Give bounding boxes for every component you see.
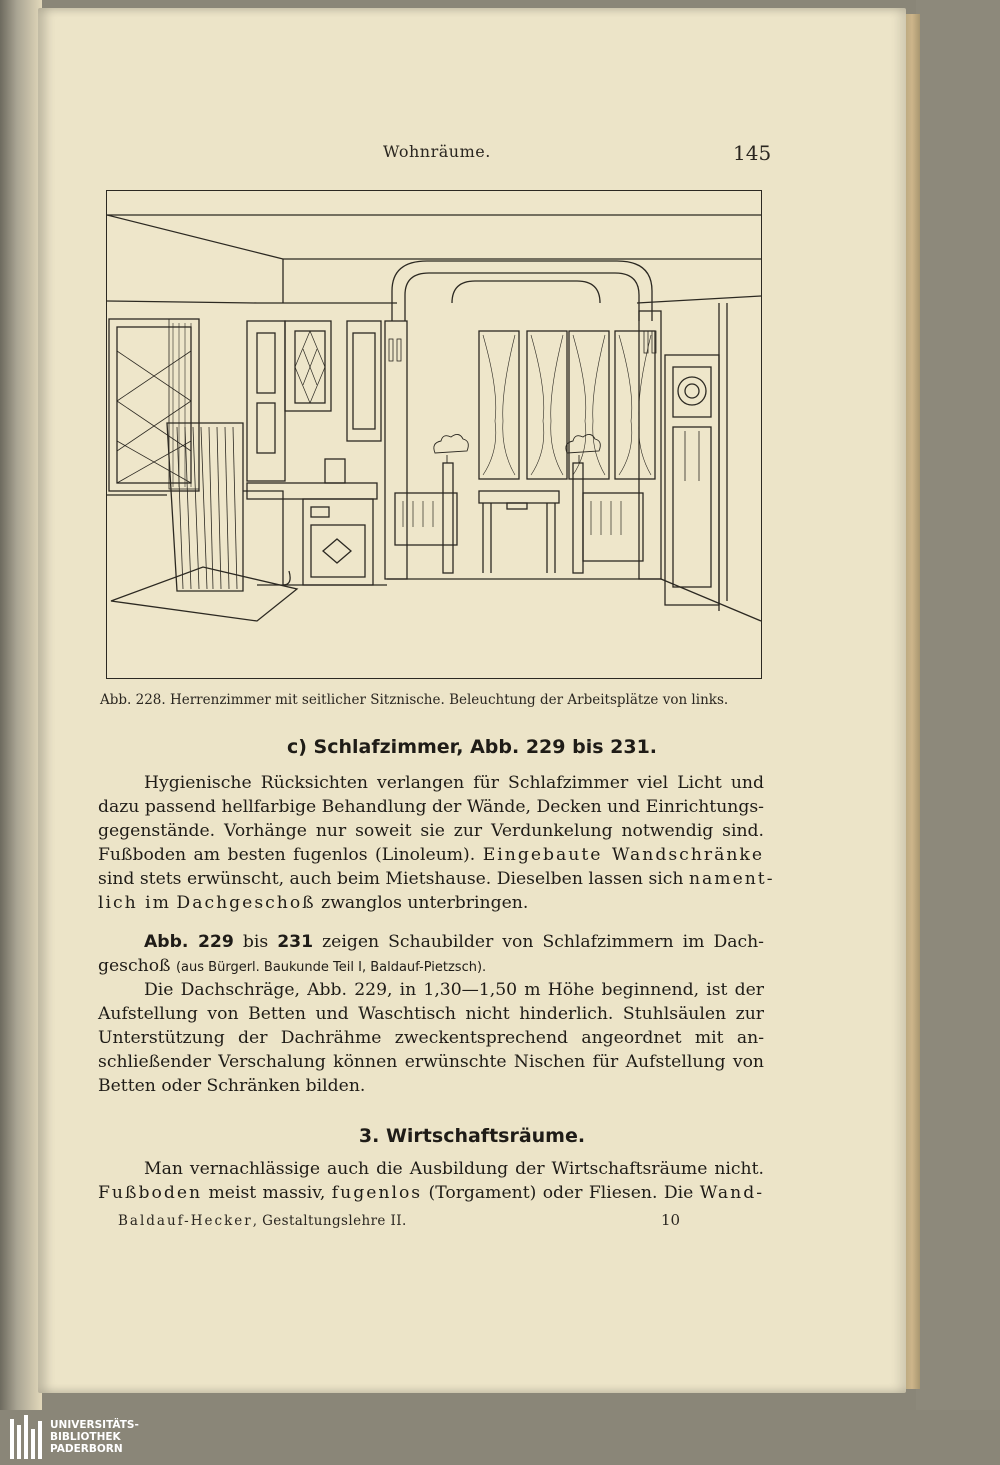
- room-drawing: [107, 191, 761, 678]
- text-line: [98, 867, 775, 891]
- running-title: Wohnräume.: [383, 142, 491, 161]
- figure-reference: Abb. 229: [144, 932, 234, 952]
- paragraph-figure-references: [98, 930, 764, 980]
- text-segment: sind stets erwünscht, auch beim Mietshause. Dieselben lassen sich: [98, 869, 684, 890]
- text-line: [98, 843, 764, 867]
- footer-authors: Baldauf-Hecker: [118, 1213, 253, 1229]
- emphasis-text: fugenlos: [331, 1183, 423, 1204]
- footer-title: , Gestaltungslehre II.: [252, 1213, 407, 1229]
- figure-illustration: [106, 190, 762, 679]
- emphasis-text: Wand-: [699, 1183, 765, 1204]
- text-line: Hygienische Rücksichten verlangen für Schlafzimmer viel Licht und: [144, 773, 764, 793]
- signature-mark: 10: [661, 1211, 681, 1229]
- emphasis-text: Dachgeschoß: [176, 893, 316, 914]
- library-name-line: PADERBORN: [50, 1443, 123, 1455]
- text-line: Man vernachlässige auch die Ausbildung der Wirtschaftsräume nicht.: [144, 1159, 764, 1179]
- text-line: Aufstellung von Betten und Waschtisch nicht hinderlich. Stuhlsäulen zur: [98, 1004, 764, 1025]
- page-edge: [904, 14, 920, 1389]
- library-name-line: BIBLIOTHEK: [50, 1431, 121, 1443]
- scan-background: [916, 0, 1000, 1410]
- emphasis-text: Eingebaute Wandschränke: [482, 845, 765, 866]
- emphasis-text: lich im: [98, 893, 171, 914]
- text-line: [98, 954, 764, 980]
- text-segment: Fußboden am besten fugenlos (Linoleum).: [98, 845, 476, 866]
- text-line: [98, 1181, 764, 1205]
- section-heading-wirtschaftsraeume: 3. Wirtschaftsräume.: [358, 1125, 586, 1147]
- text-line: [98, 891, 764, 915]
- figure-reference: 231: [277, 932, 314, 952]
- library-logo-mark: [10, 1415, 42, 1459]
- emphasis-text: nament-: [688, 869, 775, 890]
- source-note: (aus Bürgerl. Baukunde Teil I, Baldauf-Pietzsch).: [175, 960, 487, 976]
- library-logo: [10, 1415, 139, 1459]
- book-spine: [0, 0, 42, 1410]
- paragraph-dachschraege: [98, 978, 764, 1098]
- page-number: 145: [733, 141, 772, 165]
- text-segment: zwanglos unterbringen.: [321, 893, 529, 914]
- section-heading-schlafzimmer: c) Schlafzimmer, Abb. 229 bis 231.: [286, 736, 658, 758]
- text-line: Die Dachschräge, Abb. 229, in 1,30—1,50 m Höhe beginnend, ist der: [144, 980, 764, 1000]
- paragraph-schlafzimmer-intro: [98, 771, 775, 916]
- text-line: dazu passend hellfarbige Behandlung der Wände, Decken und Einrichtungs-: [98, 797, 764, 818]
- text-line: Unterstützung der Dachrähme zweckentsprechend angeordnet mit an-: [98, 1028, 764, 1049]
- paragraph-wirtschaftsraeume: [98, 1157, 764, 1205]
- text-segment: (Torgament) oder Fliesen. Die: [422, 1183, 700, 1204]
- emphasis-text: Fußboden: [98, 1183, 203, 1204]
- library-logo-text: [50, 1419, 139, 1455]
- text-segment: bis: [233, 932, 278, 952]
- text-line: gegenstände. Vorhänge nur soweit sie zur Verdunkelung notwendig sind.: [98, 821, 764, 842]
- text-segment: zeigen Schaubilder von Schlafzimmern im Dach-: [313, 932, 764, 952]
- text-segment: meist massiv,: [202, 1183, 332, 1204]
- text-line: Betten oder Schränken bilden.: [98, 1076, 366, 1097]
- library-name-line: UNIVERSITÄTS-: [50, 1419, 139, 1431]
- text-segment: geschoß: [98, 956, 176, 977]
- text-line: schließender Verschalung können erwünschte Nischen für Aufstellung von: [98, 1052, 764, 1073]
- figure-caption: Abb. 228. Herrenzimmer mit seitlicher Sitznische. Beleuchtung der Arbeitsplätze von links.: [100, 692, 729, 708]
- text-line: [98, 930, 764, 954]
- footer-book-title: [118, 1213, 407, 1229]
